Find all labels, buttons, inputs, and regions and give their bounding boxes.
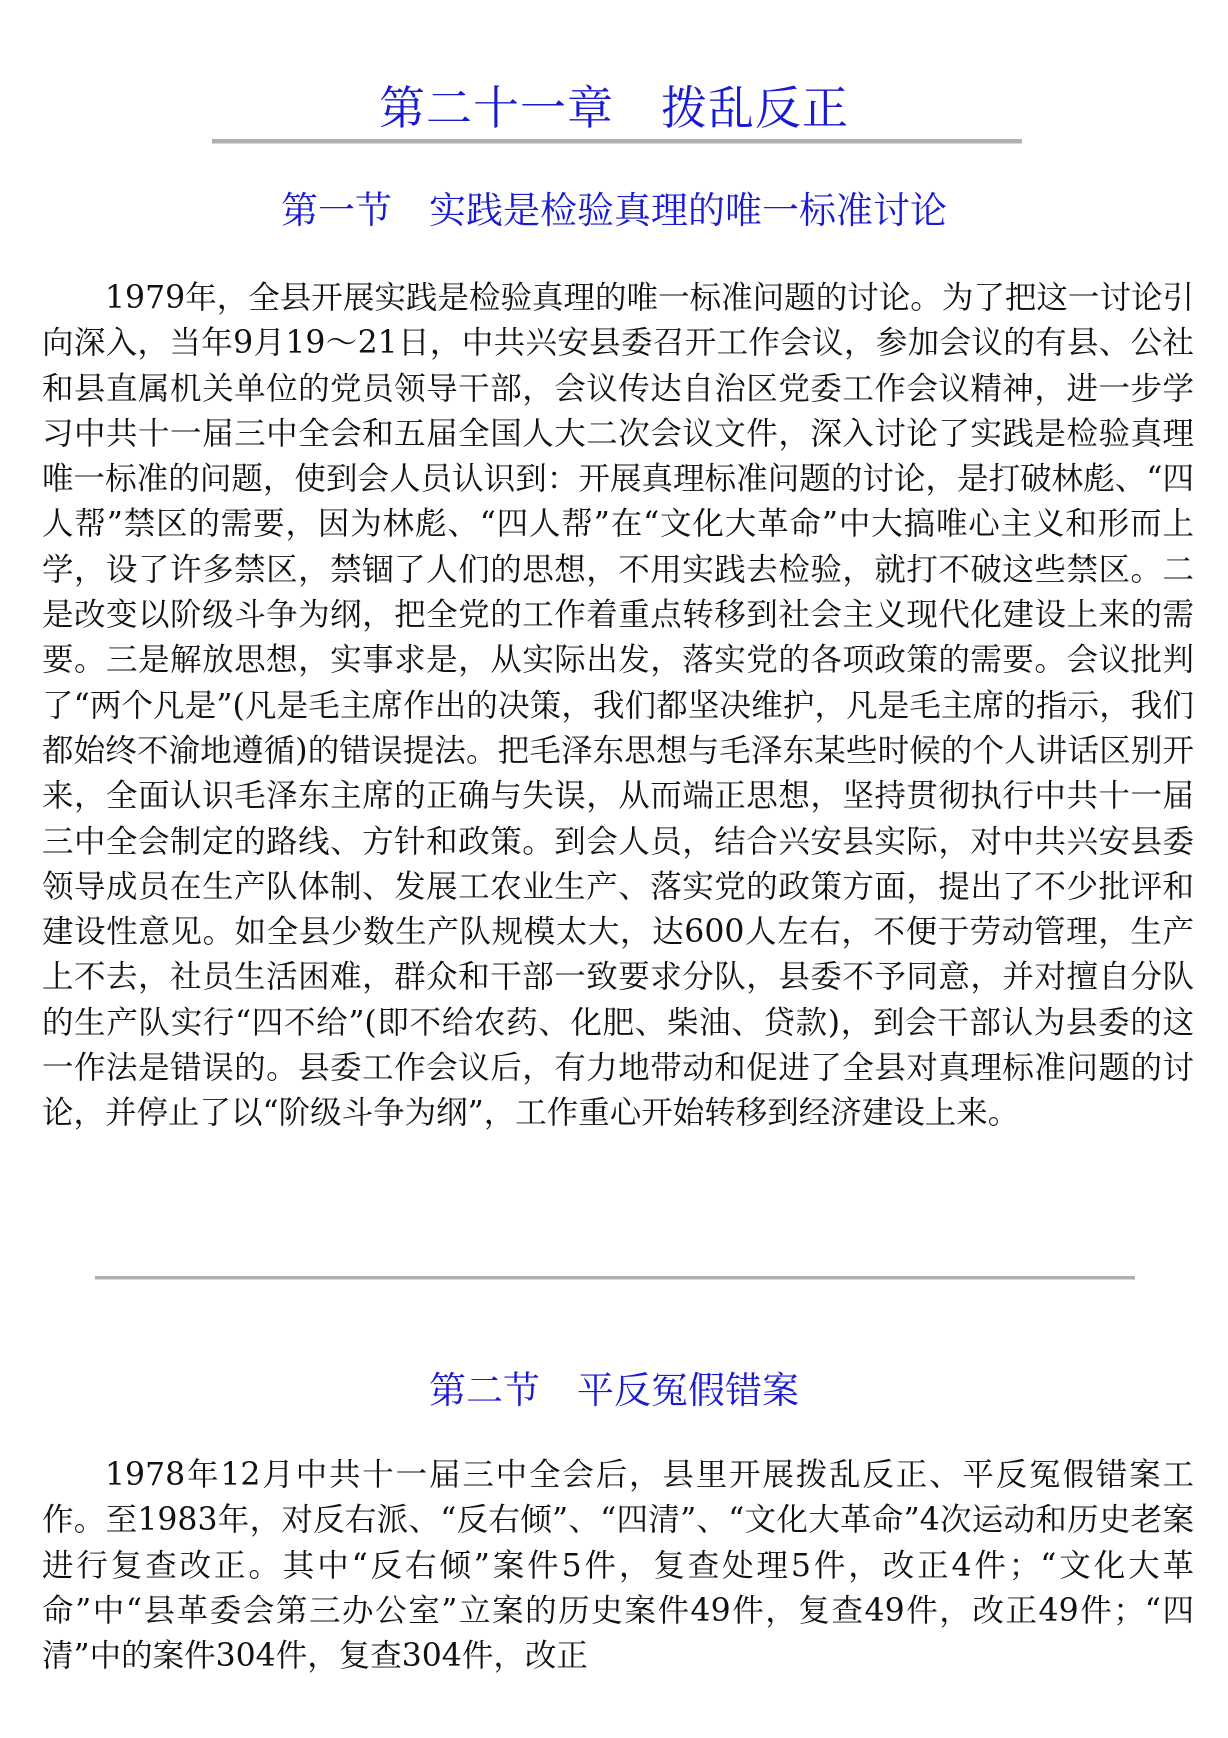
section-1-paragraph: 1979年，全县开展实践是检验真理的唯一标准问题的讨论。为了把这一讨论引向深入，当年9月19～21日，中共兴安县委召开工作会议，参加会议的有县、公社和县直属机关单位的党员领导干部，会议传达自治区党委工作会议精神，进一步学习中共十一届三中全会和五届全国人大二次会议文件，深入讨论了实践是检验真理唯一标准的问题，使到会人员认识到：开展真理标准问题的讨论，是打破林彪、“四人帮”禁区的需要，因为林彪、“四人帮”在“文化大革命”中大搞唯心主义和形而上学，设了许多禁区，禁锢了人们的思想，不用实践去检验，就打不破这些禁区。二是改变以阶级斗争为纲，把全党的工作着重点转移到社会主义现代化建设上来的需要。三是解放思想，实事求是，从实际出发，落实党的各项政策的需要。会议批判了“两个凡是”(凡是毛主席作出的决策，我们都坚决维护，凡是毛主席的指示，我们都始终不渝地遵循)的错误提法。把毛泽东思想与毛泽东某些时候的个人讲话区别开来，全面认识毛泽东主席的正确与失误，从而端正思想，坚持贯彻执行中共十一届三中全会制定的路线、方针和政策。到会人员，结合兴安县实际，对中共兴安县委领导成员在生产队体制、发展工农业生产、落实党的政策方面，提出了不少批评和建设性意见。如全县少数生产队规模太大，达600人左右，不便于劳动管理，生产上不去，社员生活困难，群众和干部一致要求分队，县委不予同意，并对擅自分队的生产队实行“四不给”(即不给农药、化肥、柴油、贷款)，到会干部认为县委的这一作法是错误的。县委工作会议后，有力地带动和促进了全县对真理标准问题的讨论，并停止了以“阶级斗争为纲”，工作重心开始转移到经济建设上来。 <box>42 280 1194 1132</box>
section-2-paragraph: 1978年12月中共十一届三中全会后，县里开展拨乱反正、平反冤假错案工作。至1983年，对反右派、“反右倾”、“四清”、“文化大革命”4次运动和历史老案进行复查改正。其中“反右倾”案件5件，复查处理5件，改正4件；“文化大革命”中“县革委会第三办公室”立案的历史案件49件，复查49件，改正49件；“四清”中的案件304件，复查304件，改正 <box>42 1457 1194 1675</box>
chapter-divider <box>212 139 1022 144</box>
section-1-title: 第一节 实践是检验真理的唯一标准讨论 <box>281 189 947 232</box>
chapter-title: 第二十一章 拨乱反正 <box>379 81 849 135</box>
section-2-title: 第二节 平反冤假错案 <box>429 1369 799 1412</box>
section-divider <box>95 1276 1135 1280</box>
